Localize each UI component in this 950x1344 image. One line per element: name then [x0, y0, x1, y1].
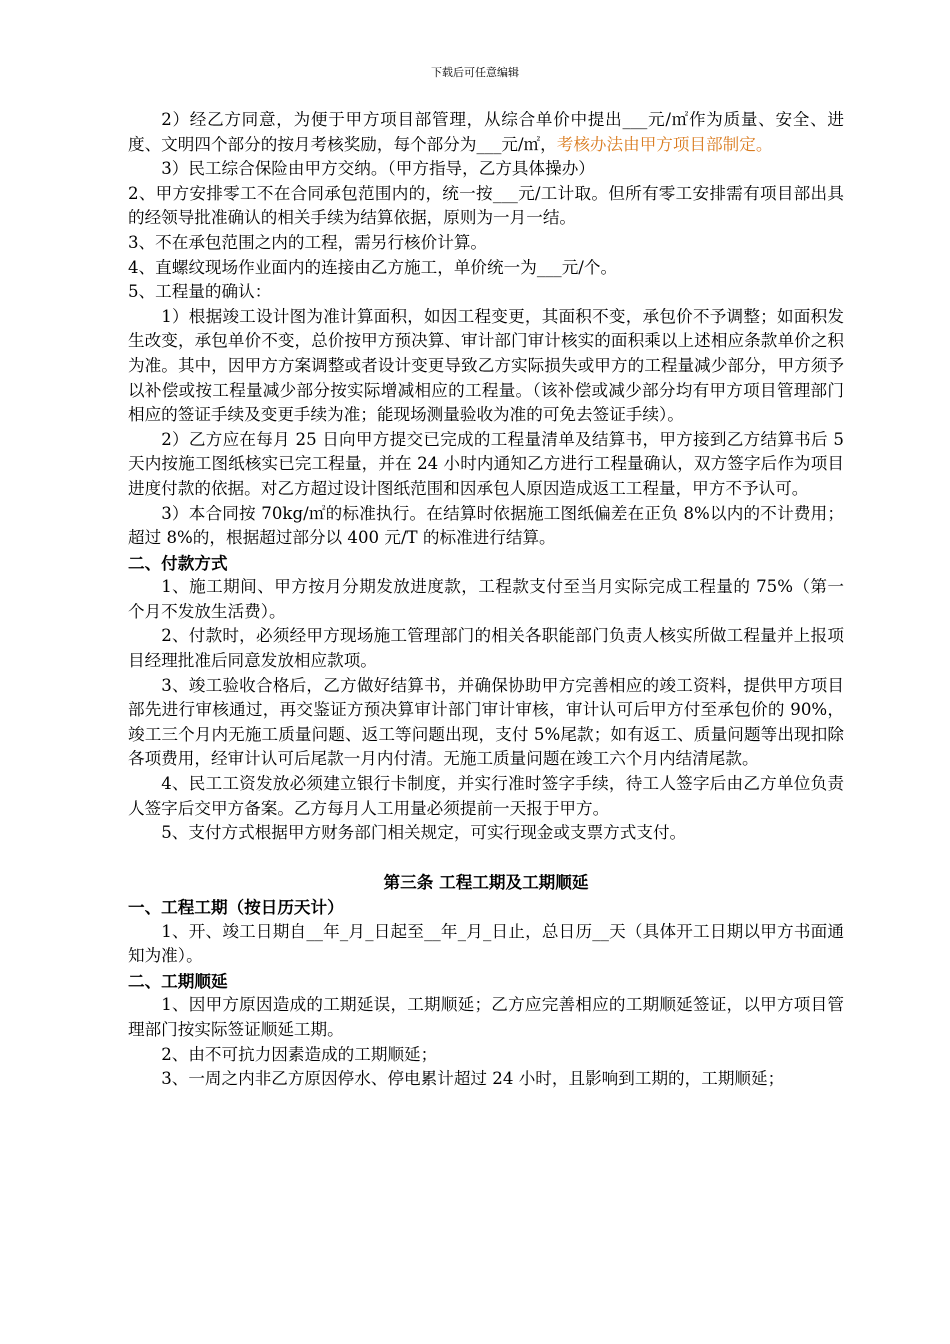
blank-line: _ [457, 921, 466, 941]
blank-line: ___ [622, 110, 648, 129]
document-body [128, 108, 844, 1092]
paragraph-quantity-confirm: 5、工程量的确认： [128, 282, 272, 302]
paragraph-monthly-statement: 2）乙方应在每月 25 日向甲方提交已完成的工程量清单及结算书，甲方接到乙方结算书后 5 天内按施工图纸核实已完工程量，并在 24 小时内通知乙方进行工程量确认，双方签字后作为项目进度付款的依据。对乙方超过设计图纸范围和因承包人原因造成返工工程量，甲方不予认可。 [128, 429, 844, 498]
paragraph-threaded-connection: 4、直螺纹现场作业面内的连接由乙方施工，单价统一为___元/个。 [128, 257, 618, 277]
blank-line: _ [483, 921, 492, 941]
blank-line: __ [592, 921, 609, 941]
paragraph-progress-payment: 1、施工期间、甲方按月分期发放进度款，工程款支付至当月实际完成工程量的 75%（第一个月不发放生活费）。 [128, 577, 844, 621]
paragraph-payment-method: 5、支付方式根据甲方财务部门相关规定，可实行现金或支票方式支付。 [161, 823, 687, 843]
paragraph-insurance: 3）民工综合保险由甲方交纳。（甲方指导，乙方具体操办） [161, 159, 595, 179]
blank-line: _ [339, 921, 349, 941]
paragraph-standard: 3）本合同按 70kg/㎡的标准执行。在结算时依据施工图纸偏差在正负 8%以内的不计费用；超过 8%的，根据超过部分以 400 元/T 的标准进行结算。 [128, 503, 844, 548]
paragraph-area-calc: 1）根据竣工设计图为准计算面积，如因工程变更，其面积不变，承包价不予调整；如面积发生改变，承包单价不变，总价按甲方预决算、审计部门审计核实的面积乘以上述相应条款单价之积为准。其中，因甲方方案调整或者设计变更导致乙方实际损失或甲方的工程量减少部分，甲方须予以补偿或按工程量减少部分按实际增减相应的工程量。（该补偿或减少部分均有甲方项目管理部门相应的签证手续及变更手续为准；能现场测量验收为准的可免去签证手续）。 [128, 306, 844, 425]
section-heading-duration: 一、工程工期（按日历天计） [128, 897, 344, 917]
paragraph-wages: 4、民工工资发放必须建立银行卡制度，并实行准时签字手续，待工人签字后由乙方单位负责人签字后交甲方备案。乙方每月人工用量必须提前一天报于甲方。 [128, 774, 844, 818]
highlighted-text: 考核办法由甲方项目部制定。 [556, 134, 773, 154]
blank-line: __ [424, 921, 441, 941]
blank-line: ___ [492, 183, 518, 203]
page-header: 下载后可任意编辑 [431, 66, 519, 79]
paragraph-final-settlement: 3、竣工验收合格后，乙方做好结算书，并确保协助甲方完善相应的竣工资料，提供甲方项目部先进行审核通过，再交鉴证方预决算审计部门审计审核，审计认可后甲方付至承包价的 90%，竣工三个月内无施工质量问题、返工等问题出现，支付 5%尾款；如有返工、质量问题等出现扣除各项费用，经审计认可后尾款一月内付清。无施工质量问题在竣工六个月内结清尾款。 [128, 675, 844, 769]
blank-line: _ [365, 921, 374, 941]
paragraph-force-majeure: 2、由不可抗力因素造成的工期顺延； [161, 1044, 438, 1064]
paragraph-utility-outage: 3、一周之内非乙方原因停水、停电累计超过 24 小时，且影响到工期的，工期顺延； [161, 1069, 785, 1089]
section-heading-payment: 二、付款方式 [128, 552, 228, 573]
paragraph-payment-approval: 2、付款时，必须经甲方现场施工管理部门的相关各职能部门负责人核实所做工程量并上报项目经理批准后同意发放相应款项。 [128, 626, 844, 671]
paragraph-extra-work: 3、不在承包范围之内的工程，需另行核价计算。 [128, 232, 488, 252]
paragraph-start-end-dates: 1、开、竣工日期自__年_月_日起至__年_月_日止，总日历__天（具体开工日期以甲方书面通知为准）。 [128, 921, 845, 966]
section-heading-extension: 二、工期顺延 [128, 970, 228, 991]
article-title: 第三条 工程工期及工期顺延 [383, 872, 589, 893]
blank-line: ___ [476, 134, 502, 154]
paragraph-extension-owner: 1、因甲方原因造成的工期延误，工期顺延；乙方应完善相应的工期顺延签证，以甲方项目管理部门按实际签证顺延工期。 [128, 995, 844, 1039]
blank-line: ___ [536, 257, 562, 277]
paragraph-assessment-reward: 2）经乙方同意，为便于甲方项目部管理，从综合单价中提出___元/㎡作为质量、安全、进度、文明四个部分的按月考核奖励，每个部分为___元/㎡，考核办法由甲方项目部制定。 [128, 110, 845, 154]
blank-line: __ [306, 921, 323, 941]
paragraph-odd-jobs: 2、甲方安排零工不在合同承包范围内的，统一按___元/工计取。但所有零工安排需有项目部出具的经领导批准确认的相关手续为结算依据，原则为一月一结。 [128, 183, 845, 228]
